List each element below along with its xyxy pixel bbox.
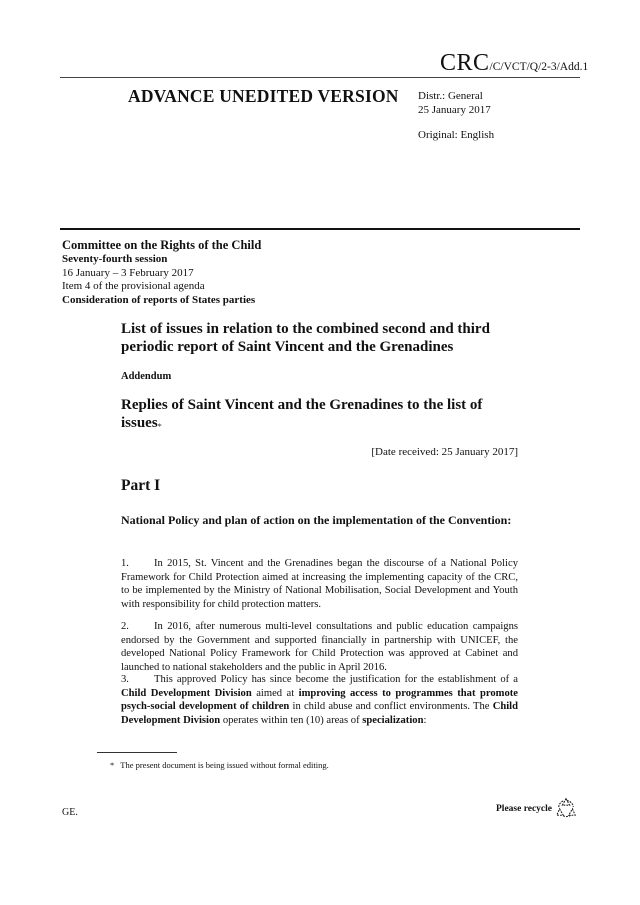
footnote-star: *	[110, 760, 115, 770]
body-text: This approved Policy has since become the justification for the establishment of a	[154, 674, 518, 685]
emphasis-text: specialization	[362, 714, 424, 726]
section-heading: National Policy and plan of action on the implementation of the Convention:	[121, 513, 512, 527]
part-heading: Part I	[121, 477, 161, 494]
session-dates: 16 January – 3 February 2017	[62, 266, 194, 279]
body-text: aimed at	[251, 687, 299, 699]
emphasis-text: Child Development Division	[121, 687, 252, 699]
paragraph-body	[121, 621, 518, 673]
committee-title: Committee on the Rights of the Child	[62, 238, 262, 252]
footnote-rule	[97, 752, 177, 753]
original-language: Original: English	[418, 129, 495, 141]
body-text: In 2015, St. Vincent and the Grenadines began the discourse of a National Policy Framework for Child Protection aimed at increasing the implementing capacity of the CRC, to be implemented by the Ministry of National Mobilisation, Social Development and Youth with responsibility for child protection matters.	[121, 558, 518, 610]
footnote-marker[interactable]: *	[157, 422, 162, 431]
consideration: Consideration of reports of States parties	[62, 293, 256, 306]
paragraph-number: 1.	[121, 558, 129, 569]
addendum-label: Addendum	[121, 371, 172, 382]
symbol-suffix: /C/VCT/Q/2-3/Add.1	[489, 61, 589, 73]
ge-code: GE.	[62, 807, 78, 818]
recycle-icon	[555, 796, 577, 821]
document-symbol	[440, 50, 589, 77]
footnote-text: The present document is being issued without formal editing.	[120, 760, 329, 770]
paragraph-2	[121, 620, 518, 674]
committee-rule	[60, 228, 580, 230]
replies-title-text: Replies of Saint Vincent and the Grenadines to the list of issues	[121, 397, 483, 431]
recycle-label: Please recycle	[496, 803, 552, 814]
paragraph-body	[121, 558, 518, 610]
distribution: Distr.: General	[418, 90, 483, 102]
paragraph-1	[121, 557, 518, 611]
symbol-main: CRC	[440, 50, 490, 76]
replies-title	[121, 396, 521, 432]
committee-block	[62, 238, 261, 307]
body-text: In 2016, after numerous multi-level consultations and public education campaigns endorsed by the Government and supported financially in partnership with UNICEF, the developed National Policy Framework for Child Protection was approved at Cabinet and launched to national stakeholders and the public in April 2016.	[121, 621, 518, 673]
paragraph-number: 3.	[121, 674, 129, 685]
header-rule	[60, 77, 580, 78]
advance-version-label: ADVANCE UNEDITED VERSION	[128, 86, 399, 106]
issue-date: 25 January 2017	[418, 104, 491, 116]
emphasis-text: Child Development Division	[121, 701, 519, 726]
distribution-block	[418, 89, 491, 117]
body-text: in child abuse and conflict environments. The	[289, 701, 493, 713]
please-recycle	[496, 796, 577, 821]
footnote	[110, 760, 329, 770]
agenda-item: Item 4 of the provisional agenda	[62, 280, 205, 292]
body-text: operates within ten (10) areas of	[220, 714, 363, 726]
session: Seventy-fourth session	[62, 253, 168, 265]
paragraph-number: 2.	[121, 621, 129, 632]
paragraph-body	[121, 674, 518, 726]
date-received: [Date received: 25 January 2017]	[371, 446, 518, 458]
paragraph-3	[121, 673, 518, 727]
emphasis-text: improving access to programmes that promote psych-social development of children	[121, 687, 518, 713]
list-of-issues-title: List of issues in relation to the combined second and third periodic report of Saint Vincent and the Grenadines	[121, 321, 490, 355]
body-text: :	[423, 714, 427, 726]
